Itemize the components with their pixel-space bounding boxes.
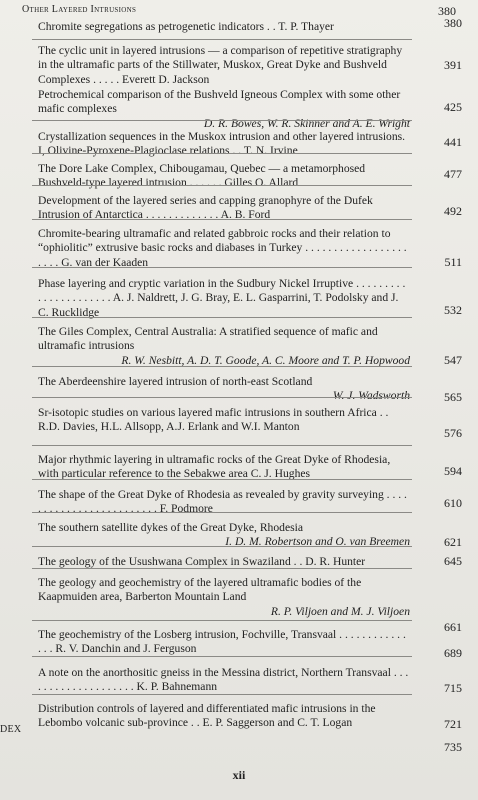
- toc-entry-page: 547: [444, 353, 462, 367]
- toc-entry-page: 715: [444, 681, 462, 695]
- toc-entry-authors: D. R. Bowes, W. R. Skinner and A. E. Wright: [203, 116, 410, 130]
- toc-entry-title: The shape of the Great Dyke of Rhodesia as revealed by gravity surveying . . . . . . . . . . . . . . . . . . . . . . . . . F. Podmore: [38, 488, 407, 516]
- toc-entry-title: Development of the layered series and capping granophyre of the Dufek Intrusion of Antarctica . . . . . . . . . . . . . A. B. Ford: [38, 194, 373, 222]
- toc-entry-page: 492: [444, 204, 462, 218]
- toc-entry-title: The geochemistry of the Losberg intrusion, Fochville, Transvaal . . . . . . . . . . . . . . . R. V. Danchin and J. Ferguson: [38, 628, 406, 656]
- toc-entry-page: 425: [444, 100, 462, 114]
- toc-entry-page: 391: [444, 58, 462, 72]
- entry-divider: [32, 445, 412, 446]
- toc-entry: [38, 130, 410, 159]
- toc-entry-page: 441: [444, 135, 462, 149]
- entry-divider: [32, 479, 412, 480]
- toc-entry-title: Distribution controls of layered and differentiated mafic intrusions in the Lebombo volcanic sub-province . . E. P. Saggerson and C. T. Logan: [38, 702, 376, 730]
- toc-entry: [38, 375, 410, 404]
- entry-divider: [32, 185, 412, 186]
- toc-entry-title: Petrochemical comparison of the Bushveld Igneous Complex with some other mafic complexes: [38, 88, 401, 116]
- entry-divider: [32, 366, 412, 367]
- toc-entry: [38, 325, 410, 368]
- toc-entry-title: Crystallization sequences in the Muskox intrusion and other layered intrusions. I, Olivine-Pyroxene-Plagioclase relations . . T. N. Irvine: [38, 130, 406, 158]
- toc-entry: [38, 88, 410, 131]
- entry-divider: [32, 694, 412, 695]
- entry-divider: [32, 153, 412, 154]
- toc-entry: [38, 702, 410, 731]
- toc-entry-page: 477: [444, 167, 462, 181]
- toc-entry-title: The Dore Lake Complex, Chibougamau, Quebec — a metamorphosed Bushveld-type layered intrusion . . . . . . Gilles O. Allard: [38, 162, 366, 190]
- toc-entry-authors: I. D. M. Robertson and O. van Breemen: [225, 535, 410, 549]
- toc-entry: [38, 666, 410, 695]
- toc-entry-page: 610: [444, 496, 462, 510]
- section-header-page: 380: [438, 4, 456, 18]
- section-header: Other Layered Intrusions: [22, 4, 137, 15]
- toc-entry: [38, 277, 410, 320]
- toc-entry: [38, 20, 410, 34]
- toc-entry-title: The geology of the Usushwana Complex in Swaziland . . D. R. Hunter: [38, 555, 366, 568]
- toc-entry-page: 645: [444, 554, 462, 568]
- toc-entry-title: The southern satellite dykes of the Great Dyke, Rhodesia: [38, 521, 303, 534]
- toc-entry-page: 576: [444, 426, 462, 440]
- toc-entry: [38, 227, 410, 270]
- toc-entry-title: A note on the anorthositic gneiss in the Messina district, Northern Transvaal . . . . . . . . . . . . . . . . . . . . K. P. Bahnemann: [38, 666, 409, 694]
- toc-entry-page: 511: [444, 255, 462, 269]
- index-label: DEX: [0, 724, 22, 735]
- toc-entry-page: 661: [444, 620, 462, 634]
- toc-entry-authors: R. P. Viljoen and M. J. Viljoen: [270, 604, 410, 618]
- entry-divider: [32, 568, 412, 569]
- toc-entry-page: 594: [444, 464, 462, 478]
- toc-entry-page: 621: [444, 535, 462, 549]
- toc-entry-page: 565: [444, 390, 462, 404]
- toc-entry-page: 721: [444, 717, 462, 731]
- toc-entry-page: 532: [444, 303, 462, 317]
- toc-entry-title: Sr-isotopic studies on various layered mafic intrusions in southern Africa . . R.D. Davies, H.L. Allsopp, A.J. Erlank and W.I. Manton: [38, 406, 389, 434]
- toc-entry-page: 380: [444, 16, 462, 30]
- toc-entry-title: The geology and geochemistry of the layered ultramafic bodies of the Kaapmuiden area, Barberton Mountain Land: [38, 576, 362, 604]
- entry-divider: [32, 512, 412, 513]
- page-folio: xii: [232, 768, 246, 782]
- toc-entry-authors: W. J. Wadsworth: [332, 389, 410, 403]
- entry-divider: [32, 267, 412, 268]
- toc-entry-title: The Giles Complex, Central Australia: A stratified sequence of mafic and ultramafic intrusions: [38, 325, 378, 353]
- toc-entry: [38, 44, 410, 87]
- index-page-number: 735: [444, 740, 462, 754]
- toc-entry-authors: R. W. Nesbitt, A. D. T. Goode, A. C. Moore and T. P. Hopwood: [121, 353, 410, 367]
- toc-entry-title: The cyclic unit in layered intrusions — a comparison of repetitive stratigraphy in the ultramafic parts of the Stillwater, Muskox, Great Dyke and Bushveld Complexes . . . . . Everett D. Jackson: [38, 44, 403, 86]
- toc-entry-title: Chromite-bearing ultramafic and related gabbroic rocks and their relation to “ophiolitic” extrusive basic rocks and diabases in Turkey . . . . . . . . . . . . . . . . . . . . . . G. van der Kaaden: [38, 227, 407, 269]
- entry-divider: [32, 546, 412, 547]
- entry-divider: [32, 120, 412, 121]
- toc-entry-title: Phase layering and cryptic variation in the Sudbury Nickel Irruptive . . . . . . . . . . . . . . . . . . . . . . A. J. Naldrett, J. G. Bray, E. L. Gasparrini, T. Podolsky and J. C. Rucklidge: [38, 277, 406, 319]
- entry-divider: [32, 620, 412, 621]
- toc-entry: [38, 576, 410, 619]
- toc-entry-page: 689: [444, 646, 462, 660]
- toc-entry-title: The Aberdeenshire layered intrusion of north-east Scotland: [38, 375, 313, 388]
- toc-entry: [38, 628, 410, 657]
- entry-divider: [32, 397, 412, 398]
- toc-entry: [38, 162, 410, 191]
- toc-entry-title: Major rhythmic layering in ultramafic rocks of the Great Dyke of Rhodesia, with particular reference to the Sebakwe area C. J. Hughes: [38, 453, 391, 481]
- toc-entry: [38, 453, 410, 482]
- entry-divider: [32, 656, 412, 657]
- entry-divider: [32, 317, 412, 318]
- entry-divider: [32, 39, 412, 40]
- toc-entry: [38, 406, 410, 435]
- entry-divider: [32, 219, 412, 220]
- toc-entry-title: Chromite segregations as petrogenetic indicators . . T. P. Thayer: [38, 20, 334, 33]
